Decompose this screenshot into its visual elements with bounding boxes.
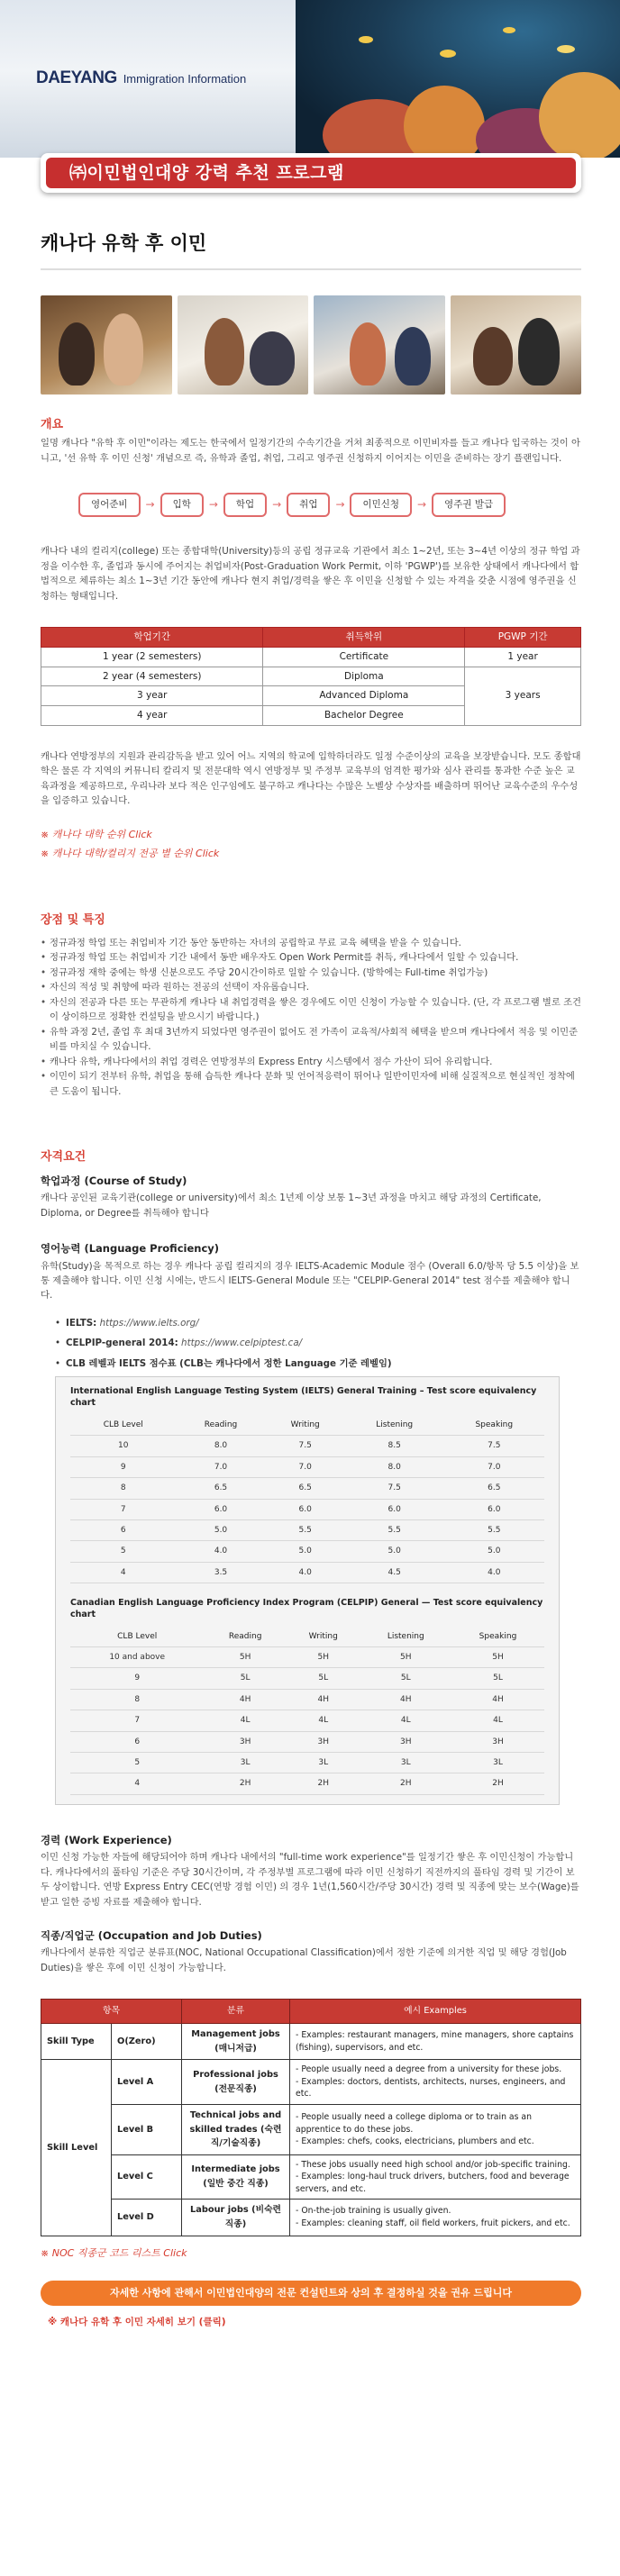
list-item (55, 1336, 581, 1350)
students-photo-2 (178, 295, 309, 395)
table-row (70, 1689, 544, 1710)
example-text: Examples: cleaning staff, oil field workers, fruit pickers, and etc. (301, 2218, 570, 2228)
table-cell: 7.0 (266, 1456, 345, 1477)
table-header: PGWP 기간 (465, 628, 581, 648)
example-text: Examples: chefs, cooks, electricians, plumbers and etc. (301, 2136, 534, 2147)
table-row (70, 1541, 544, 1562)
overview-text-2: 캐나다 내의 컬리지(college) 또는 종합대학(University)등의 공립 정규교육 기관에서 최소 1~2년, 또는 3~4년 이상의 정규 학업 과정을 이수한 후, 졸업과 동시에 주어지는 취업비자(Post-Graduation Work Permit, 이하 'PGWP')를 보유한 상태에서 캐나다에서 합법적으로 체류하는 최소 1~3년 기간 동안에 캐나다 현지 취업/경력을 쌓은 후 이민을 신청할 수 있는 자격을 갖춘 시점에 영주권을 신청하는 형태입니다. (41, 546, 580, 602)
table-cell: Level A (112, 2060, 182, 2104)
table-row (41, 2060, 581, 2104)
overview-title: 개요 (41, 417, 64, 431)
arrow-icon: → (417, 498, 427, 512)
table-cell: 3L (360, 1753, 451, 1773)
header (0, 0, 620, 158)
table-cell: 3H (287, 1731, 360, 1752)
table-header: Writing (287, 1627, 360, 1647)
table-cell: 7.5 (266, 1436, 345, 1456)
table-cell: 6.0 (444, 1499, 544, 1519)
table-cell: 4.0 (266, 1562, 345, 1583)
table-cell: 8.0 (345, 1456, 444, 1477)
table-header: Writing (266, 1415, 345, 1436)
step-study: 학업 (223, 493, 267, 517)
college-rank-link[interactable]: ※ 캐나다 대학/컬리지 전공 별 순위 Click (41, 848, 220, 860)
table-cell: 10 (70, 1436, 176, 1456)
table-header-row (41, 2000, 581, 2024)
test-label: IELTS: (66, 1317, 97, 1329)
table-row (41, 2154, 581, 2199)
arrow-icon: → (208, 498, 218, 512)
step-employment: 취업 (287, 493, 330, 517)
table-cell: 8 (70, 1689, 204, 1710)
university-rank-link[interactable]: ※ 캐나다 대학 순위 Click (41, 828, 152, 840)
ielts-table-title: International English Language Testing System (IELTS) General Training – Test score equivalency chart (70, 1386, 537, 1409)
students-photo-1 (41, 295, 172, 395)
table-cell: 9 (70, 1668, 204, 1689)
table-row (70, 1562, 544, 1583)
table-cell: 6.5 (176, 1478, 265, 1499)
table-cell: 3H (451, 1731, 544, 1752)
process-steps (78, 493, 581, 517)
students-photo-4 (451, 295, 582, 395)
language-text: 유학(Study)을 목적으로 하는 경우 캐나다 공립 컬리지의 경우 IELTS-Academic Module 점수 (Overall 6.0/항목 당 5.5 이상)을 보통 제출해야 합니다. 이민 신청 시에는, 반드시 IELTS-General Module 또는 "CELPIP-General 2014" test 점수를 제출해야 합니다. (41, 1260, 579, 1302)
table-row (41, 2024, 581, 2060)
example-text: People usually need a college diploma or to train as an apprentice to do these jobs. (296, 2112, 533, 2135)
table-cell: 3 years (465, 667, 581, 725)
table-cell: 7.5 (444, 1436, 544, 1456)
logo[interactable] (36, 65, 246, 92)
table-header: CLB Level (70, 1627, 204, 1647)
table-row (70, 1753, 544, 1773)
table-row (70, 1773, 544, 1794)
table-header: Reading (176, 1415, 265, 1436)
table-cell: 3L (204, 1753, 287, 1773)
table-header: 예시 Examples (290, 2000, 581, 2024)
study-text: 캐나다 공인된 교육기관(college or university)에서 최소 1년제 이상 보통 1~3년 과정을 마치고 해당 과정의 Certificate, Diploma, or Degree를 취득해야 합니다 (41, 1193, 542, 1219)
table-header: CLB Level (70, 1415, 176, 1436)
features-title: 장점 및 특징 (41, 913, 105, 928)
table-cell: 4L (287, 1710, 360, 1731)
test-label: CELPIP-general 2014: (66, 1338, 178, 1349)
table-cell: 4H (287, 1689, 360, 1710)
arrow-icon: → (145, 498, 155, 512)
table-cell: 5L (360, 1668, 451, 1689)
table-header: Reading (204, 1627, 287, 1647)
table-cell: 3L (287, 1753, 360, 1773)
table-cell: 5.0 (345, 1541, 444, 1562)
table-row (70, 1710, 544, 1731)
banner-title: ㈜이민법인대양 강력 추천 프로그램 (69, 162, 344, 183)
consult-text: 자세한 사항에 관해서 이민법인대양의 전문 컨설턴트와 상의 후 결정하실 것을 권유 드립니다 (110, 2287, 512, 2299)
table-cell: 9 (70, 1456, 176, 1477)
table-header: 취득학위 (263, 628, 465, 648)
arrow-icon: → (335, 498, 345, 512)
table-cell: 8.0 (176, 1436, 265, 1456)
list-item: • 정규과정 재학 중에는 학생 신분으로도 주당 20시간이하로 일할 수 있습니다. (방학에는 Full-time 취업가능) (41, 966, 581, 980)
table-cell: 5L (287, 1668, 360, 1689)
table-cell: 2 year (4 semesters) (41, 667, 263, 686)
celpip-table (70, 1627, 544, 1795)
table-cell: 5.0 (444, 1541, 544, 1562)
table-cell: 5H (204, 1647, 287, 1668)
table-row (70, 1436, 544, 1456)
table-cell: 10 and above (70, 1647, 204, 1668)
table-row (41, 2200, 581, 2236)
table-cell: Labour jobs (비숙련직종) (182, 2200, 290, 2236)
noc-table (41, 1999, 581, 2236)
table-cell: Skill Level (41, 2060, 112, 2236)
ielts-table (70, 1415, 544, 1583)
content (41, 193, 581, 2330)
table-cell: 4 (70, 1773, 204, 1794)
table-cell: Technical jobs and skilled trades (숙련직/기술직종) (182, 2104, 290, 2154)
table-header-row (70, 1627, 544, 1647)
logo-subtitle: Immigration Information (123, 72, 247, 86)
example-text: Examples: long-haul truck drivers, butchers, food and beverage servers, and etc. (296, 2172, 570, 2194)
example-text: On-the-job training is usually given. (301, 2206, 451, 2217)
table-cell: Skill Type (41, 2024, 112, 2060)
table-cell: 4L (204, 1710, 287, 1731)
table-cell: 7.5 (345, 1478, 444, 1499)
students-photo-3 (314, 295, 445, 395)
table-cell: 2H (204, 1773, 287, 1794)
test-list (55, 1316, 581, 1371)
page-title: 캐나다 유학 후 이민 (41, 229, 581, 270)
table-cell: 4L (360, 1710, 451, 1731)
table-header: 분류 (182, 2000, 290, 2024)
table-cell: 6.0 (176, 1499, 265, 1519)
table-cell: Professional jobs (전문직종) (182, 2060, 290, 2104)
table-cell: 8.5 (345, 1436, 444, 1456)
table-cell: Certificate (263, 647, 465, 667)
table-cell: 7.0 (176, 1456, 265, 1477)
table-cell: 2H (360, 1773, 451, 1794)
table-header: Listening (360, 1627, 451, 1647)
list-item: • 자신의 전공과 다른 또는 무관하게 캐나다 내 취업경력을 쌓은 경우에도 이민 신청이 가능할 수 있습니다. (단, 각 프로그램 별로 조건이 상이하므로 정확한 컨설팅을 받으시기 바랍니다.) (41, 995, 581, 1025)
celpip-link[interactable]: https://www.celpiptest.ca/ (181, 1338, 303, 1349)
table-cell: 1 year (465, 647, 581, 667)
table-cell: 2H (287, 1773, 360, 1794)
table-cell: 6 (70, 1519, 176, 1540)
list-item (55, 1356, 581, 1371)
header-reef-image (296, 0, 620, 158)
list-item: • 캐나다 유학, 캐나다에서의 취업 경력은 연방정부의 Express Entry 시스템에서 점수 가산이 되어 유리합니다. (41, 1055, 581, 1069)
table-cell: 5H (287, 1647, 360, 1668)
table-row (41, 647, 581, 667)
table-cell: 3H (360, 1731, 451, 1752)
table-cell: 6.5 (266, 1478, 345, 1499)
occupation-text: 캐나다에서 분류한 직업군 분류표(NOC, National Occupational Classification)에서 정한 기준에 의거한 직업 및 해당 경험(Job Duties)을 쌓은 후에 이민 신청이 가능합니다. (41, 1947, 567, 1973)
table-cell: Bachelor Degree (263, 706, 465, 726)
table-cell: 5H (451, 1647, 544, 1668)
table-cell: Level D (112, 2200, 182, 2236)
table-cell: O(Zero) (112, 2024, 182, 2060)
table-cell: 4H (204, 1689, 287, 1710)
table-cell: - These jobs usually need high school and/or job-specific training. - Examples: long-haul truck drivers, butchers, food and beverage servers, and etc. (290, 2154, 581, 2199)
experience-text: 이민 신청 가능한 자들에 해당되어야 하며 캐나다 내에서의 "full-time work experience"를 일정기간 쌓은 후 이민신청이 가능합니다. 캐나다에서의 풀타임 기준은 주당 30시간이며, 각 주정부별 프로그램에 따라 이민 신청하기 직전까지의 풀타임 경력 및 기간이 보두 상이합니다. 연방 Express Entry CEC(연방 경험 이민) 의 경우 1년(1,560시간/주당 30시간) 경력 및 직종에 맞는 보수(Wage)를 받고 일한 증빙 자료를 제출해야 합니다. (41, 1852, 579, 1908)
table-cell: Intermediate jobs (일반 중간 직종) (182, 2154, 290, 2199)
table-cell: 5L (204, 1668, 287, 1689)
table-cell: 5.5 (266, 1519, 345, 1540)
table-header: 학업기간 (41, 628, 263, 648)
table-cell: 4.0 (444, 1562, 544, 1583)
program-banner (41, 153, 581, 193)
step-pr: 영주권 발급 (432, 493, 506, 517)
table-cell: 4 (70, 1562, 176, 1583)
detail-link[interactable]: ※ 캐나다 유학 후 이민 자세히 보기 (클릭) (48, 2317, 226, 2328)
table-cell: 4H (451, 1689, 544, 1710)
table-cell: 4 year (41, 706, 263, 726)
table-header: Speaking (451, 1627, 544, 1647)
example-text: Examples: restaurant managers, mine managers, shore captains (fishing), supervisors, and etc. (296, 2030, 574, 2053)
occupation-title: 직종/직업군 (Occupation and Job Duties) (41, 1929, 262, 1943)
table-row (41, 667, 581, 686)
table-header: Speaking (444, 1415, 544, 1436)
study-title: 학업과정 (Course of Study) (41, 1174, 187, 1187)
arrow-icon: → (272, 498, 282, 512)
table-cell: 5 (70, 1753, 204, 1773)
table-header-row (41, 628, 581, 648)
example-text: People usually need a degree from a university for these jobs. (301, 2064, 562, 2075)
language-title: 영어능력 (Language Proficiency) (41, 1242, 220, 1256)
table-row (70, 1519, 544, 1540)
table-cell: 2H (451, 1773, 544, 1794)
test-label: CLB 레벨과 IELTS 점수표 (CLB는 캐나다에서 정한 Language 기준 레벨임) (66, 1357, 392, 1369)
table-cell: 6.5 (444, 1478, 544, 1499)
table-cell: - People usually need a college diploma or to train as an apprentice to do these jobs. - Examples: chefs, cooks, electricians, plumbers and etc. (290, 2104, 581, 2154)
celpip-table-title: Canadian English Language Proficiency Index Program (CELPIP) General — Test score equivalency chart (70, 1598, 543, 1619)
step-application: 이민신청 (350, 493, 412, 517)
table-cell: Level C (112, 2154, 182, 2199)
table-cell: Level B (112, 2104, 182, 2154)
features-list (41, 936, 581, 1099)
table-cell: - People usually need a degree from a university for these jobs. - Examples: doctors, dentists, architects, nurses, engineers, and etc. (290, 2060, 581, 2104)
logo-brand: DAEYANG (36, 68, 117, 87)
table-cell: 5.0 (176, 1519, 265, 1540)
table-cell: 4.5 (345, 1562, 444, 1583)
table-cell: - On-the-job training is usually given. - Examples: cleaning staff, oil field workers, fruit pickers, and etc. (290, 2200, 581, 2236)
table-cell: Management jobs (매니저급) (182, 2024, 290, 2060)
table-cell: 8 (70, 1478, 176, 1499)
table-cell: - Examples: restaurant managers, mine managers, shore captains (fishing), supervisors, and etc. (290, 2024, 581, 2060)
table-cell: 4L (451, 1710, 544, 1731)
table-cell: 6.0 (266, 1499, 345, 1519)
noc-list-link[interactable]: ※ NOC 직종군 코드 리스트 Click (41, 2246, 187, 2259)
overview-text: 일명 캐나다 "유학 후 이민"이라는 제도는 한국에서 일정기간의 수속기간을 거쳐 최종적으로 이민비자를 들고 캐나다 입국하는 것이 아니고, '선 유학 후 이민 신청' 개념으로 즉, 유학과 졸업, 취업, 그리고 영주권 신청하지 이어지는 이민을 준비하는 장기 플랜입니다. (41, 438, 580, 464)
table-cell: Advanced Diploma (263, 686, 465, 706)
table-row (70, 1499, 544, 1519)
table-cell: 5.0 (266, 1541, 345, 1562)
table-cell: 5 (70, 1541, 176, 1562)
table-cell: 4H (360, 1689, 451, 1710)
table-row (70, 1731, 544, 1752)
table-header-row (70, 1415, 544, 1436)
table-cell: 1 year (2 semesters) (41, 647, 263, 667)
step-english: 영어준비 (78, 493, 141, 517)
table-cell: 3.5 (176, 1562, 265, 1583)
table-cell: 7.0 (444, 1456, 544, 1477)
list-item: • 이민이 되기 전부터 유학, 취업을 통해 습득한 캐나다 문화 및 언어적응력이 뛰어나 일반이민자에 비해 실질적으로 현실적인 정착에 큰 도움이 됩니다. (41, 1069, 581, 1099)
table-cell: 4.0 (176, 1541, 265, 1562)
photo-strip (41, 295, 581, 395)
table-cell: 6.0 (345, 1499, 444, 1519)
ielts-link[interactable]: https://www.ielts.org/ (99, 1317, 199, 1329)
table-cell: 3H (204, 1731, 287, 1752)
list-item (55, 1316, 581, 1330)
table-header: Listening (345, 1415, 444, 1436)
table-cell: 5L (451, 1668, 544, 1689)
requirements-title: 자격요건 (41, 1150, 87, 1164)
table-cell: 7 (70, 1710, 204, 1731)
list-item: • 정규과정 학업 또는 취업비자 기간 동안 동반하는 자녀의 공립학교 무료 교육 혜택을 받을 수 있습니다. (41, 936, 581, 950)
step-admission: 입학 (160, 493, 204, 517)
table-cell: 5.5 (444, 1519, 544, 1540)
table-cell: 7 (70, 1499, 176, 1519)
list-item: • 유학 과정 2년, 졸업 후 최대 3년까지 되었다면 영주권이 없어도 전 가족이 교육적/사회적 혜택을 받으며 캐나다에서 적응 및 이민준비를 마치실 수 있습니다. (41, 1025, 581, 1055)
example-text: These jobs usually need high school and/or job-specific training. (301, 2159, 570, 2170)
table-cell: 5.5 (345, 1519, 444, 1540)
list-item: • 정규과정 학업 또는 취업비자 기간 내에서 동반 배우자도 Open Work Permit를 취득, 캐나다에서 일할 수 있습니다. (41, 950, 581, 965)
pgwp-table (41, 627, 581, 726)
table-row (70, 1456, 544, 1477)
table-row (70, 1478, 544, 1499)
table-row (70, 1647, 544, 1668)
score-charts (55, 1376, 560, 1805)
table-cell: 5H (360, 1647, 451, 1668)
experience-title: 경력 (Work Experience) (41, 1833, 172, 1846)
table-header: 항목 (41, 2000, 182, 2024)
table-cell: 6 (70, 1731, 204, 1752)
list-item: • 자신의 적성 및 취향에 따라 원하는 전공의 선택이 자유롭습니다. (41, 980, 581, 994)
table-row (41, 2104, 581, 2154)
table-cell: 3L (451, 1753, 544, 1773)
table-row (70, 1668, 544, 1689)
table-cell: 3 year (41, 686, 263, 706)
overview-text-3: 캐나다 연방정부의 지원과 관리감독을 받고 있어 어느 지역의 학교에 입학하더라도 일정 수준이상의 교육을 보장받습니다. 모도 종합대학은 물론 각 지역의 커뮤니티 칼리지 및 전문대학 역시 연방정부 및 주정부 교육부의 엄격한 평가와 심사 관리를 통과한 수준 높은 교육과정을 제공하므로, 우리나라 보다 적은 인구임에도 불구하고 캐나다는 수많은 노벨상 수상자를 배출하며 뛰어난 교육수준의 우수성을 입증하고 있습니다. (41, 750, 581, 807)
consult-banner[interactable] (41, 2281, 581, 2306)
table-cell: Diploma (263, 667, 465, 686)
example-text: Examples: doctors, dentists, architects, nurses, engineers, and etc. (296, 2076, 566, 2100)
